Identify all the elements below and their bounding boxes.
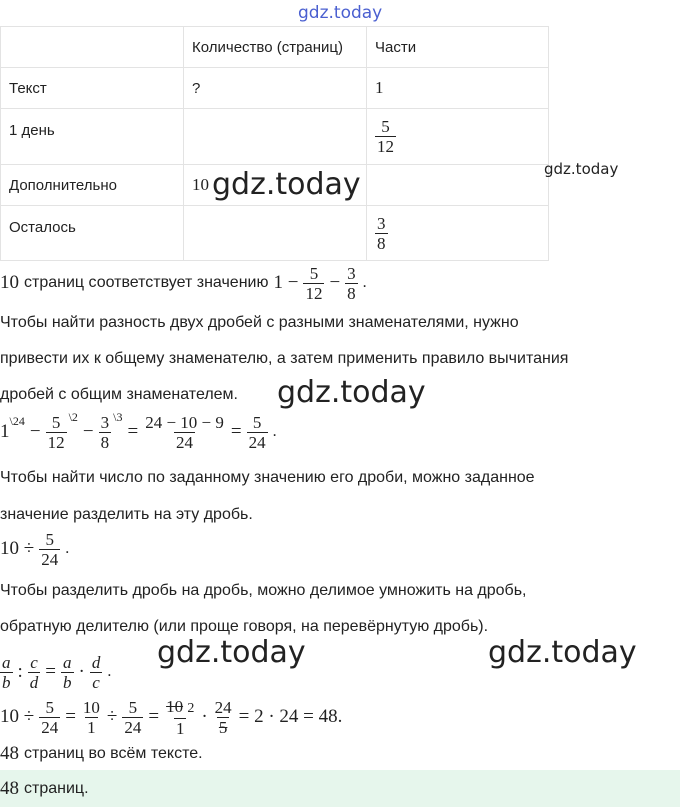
number: 10 <box>0 272 19 293</box>
numerator: 3 <box>377 213 386 233</box>
paragraph-line: Чтобы найти разность двух дробей с разными знаменателями, нужно <box>0 314 519 331</box>
fraction <box>61 653 74 692</box>
denominator: 8 <box>377 233 386 253</box>
row-qty <box>184 206 367 261</box>
row-part <box>367 206 549 261</box>
fraction <box>143 413 226 452</box>
denominator: 24 <box>124 717 142 737</box>
reduced-number: 2 <box>187 700 195 716</box>
table-header-cell: Количество (страниц) <box>184 27 367 68</box>
denominator: 24 <box>176 432 194 452</box>
subtraction-equation <box>0 410 277 454</box>
row-part <box>367 109 549 165</box>
watermark: gdz.today <box>277 375 426 410</box>
numerator: a <box>63 652 72 672</box>
paragraph-line: Чтобы разделить дробь на дробь, можно делимое умножить на дробь, <box>0 582 527 599</box>
fraction <box>345 264 358 303</box>
row-label: Осталось <box>1 206 184 261</box>
paragraph-line: Чтобы найти число по заданному значению его дроби, можно заданное <box>0 469 535 486</box>
numerator: 5 <box>128 697 138 717</box>
operator: − <box>82 421 94 442</box>
row-part: 1 <box>367 68 549 109</box>
statement-text: страниц соответствует значению <box>24 274 269 291</box>
numerator: 5 <box>381 117 390 136</box>
punctuation: . <box>65 540 70 557</box>
fraction <box>46 413 67 452</box>
denominator: c <box>92 672 100 692</box>
paragraph-line: значение разделить на эту дробь. <box>0 506 253 523</box>
operator: = <box>230 421 242 442</box>
fraction <box>375 214 388 253</box>
fraction <box>303 264 324 303</box>
operator: = <box>45 661 56 682</box>
fraction <box>28 653 41 692</box>
row-label: Дополнительно <box>1 165 184 206</box>
calculation-equation <box>0 695 342 739</box>
multiplier: \24 <box>9 414 25 428</box>
watermark: gdz.today <box>544 160 619 178</box>
operator: : <box>17 661 23 682</box>
numerator <box>164 697 196 718</box>
numerator: c <box>30 652 38 672</box>
denominator: 12 <box>377 137 394 156</box>
numerator: 3 <box>347 263 356 283</box>
denominator: 1 <box>87 717 96 737</box>
math-term: 10 ÷ <box>0 706 35 727</box>
fraction <box>39 530 60 569</box>
result-text: страниц во всём тексте. <box>24 745 203 762</box>
fraction <box>375 117 396 156</box>
denominator: 12 <box>47 432 65 452</box>
cancelled-number: 10 <box>166 696 184 716</box>
fraction <box>164 697 196 738</box>
top-watermark: gdz.today <box>298 3 383 23</box>
math-term: 1 − <box>273 272 299 293</box>
table-header-cell <box>1 27 184 68</box>
denominator: 24 <box>248 432 266 452</box>
row-label: Текст <box>1 68 184 109</box>
paragraph-line: обратную делителю (или проще говоря, на перевёрнутую дробь). <box>0 618 489 635</box>
table-header-cell: Части <box>367 27 549 68</box>
fraction <box>0 653 13 692</box>
division-expression <box>0 527 69 571</box>
fraction <box>99 413 112 452</box>
punctuation: . <box>107 663 112 680</box>
table-row <box>1 109 549 165</box>
operator: · <box>78 661 85 682</box>
operator: · <box>201 706 208 727</box>
fraction <box>39 698 60 737</box>
denominator: 8 <box>100 432 110 452</box>
table-header-row <box>1 27 549 68</box>
denominator: 8 <box>347 283 356 303</box>
result-expression: = 2 · 24 = 48. <box>238 706 343 727</box>
table-row <box>1 206 549 261</box>
row-label: 1 день <box>1 109 184 165</box>
data-table <box>0 26 549 261</box>
number: 48 <box>0 743 19 764</box>
operator: − <box>29 421 41 442</box>
operator: = <box>65 706 76 727</box>
answer-box <box>0 770 680 807</box>
numerator: 24 − 10 − 9 <box>145 412 224 432</box>
fraction <box>247 413 268 452</box>
numerator: 5 <box>51 412 61 432</box>
row-part <box>367 165 549 206</box>
multiplier: \2 <box>68 410 78 424</box>
denominator: b <box>2 672 11 692</box>
answer-line <box>0 779 89 799</box>
operator: = <box>148 706 160 727</box>
row-qty: ? <box>184 68 367 109</box>
watermark: gdz.today <box>212 167 361 202</box>
numerator: 5 <box>45 697 54 717</box>
denominator: 12 <box>305 283 323 303</box>
number: 48 <box>0 778 19 799</box>
fraction <box>81 698 102 737</box>
denominator: 24 <box>41 549 59 569</box>
result-line <box>0 744 203 764</box>
denominator: d <box>29 672 39 692</box>
numerator: a <box>2 652 11 672</box>
math-term: 10 ÷ <box>0 538 35 559</box>
denominator: 1 <box>175 718 185 738</box>
denominator: b <box>63 672 72 692</box>
answer-text: страниц. <box>24 780 89 797</box>
watermark: gdz.today <box>488 635 637 670</box>
operator: = <box>127 421 139 442</box>
fraction <box>213 698 234 737</box>
math-term: 1 <box>0 421 10 442</box>
numerator: 5 <box>309 263 319 283</box>
fraction <box>122 698 143 737</box>
multiplier: \3 <box>113 410 123 424</box>
statement-line <box>0 264 367 302</box>
cancelled-denominator: 5 <box>218 717 228 737</box>
row-qty: 10 <box>184 165 367 206</box>
numerator: 10 <box>82 697 100 717</box>
numerator: 5 <box>252 412 262 432</box>
row-qty <box>184 109 367 165</box>
punctuation: . <box>272 423 277 440</box>
paragraph-line: дробей с общим знаменателем. <box>0 386 238 403</box>
paragraph-line: привести их к общему знаменателю, а затем применить правило вычитания <box>0 350 569 367</box>
operator: − <box>329 272 341 293</box>
numerator: 5 <box>45 529 54 549</box>
watermark: gdz.today <box>157 635 306 670</box>
denominator: 24 <box>41 717 59 737</box>
punctuation: . <box>362 274 367 291</box>
operator: ÷ <box>106 706 118 727</box>
division-rule <box>0 650 111 694</box>
fraction <box>90 653 103 692</box>
numerator: d <box>91 652 101 672</box>
numerator: 3 <box>100 412 110 432</box>
table-row <box>1 68 549 109</box>
numerator: 24 <box>214 697 232 717</box>
